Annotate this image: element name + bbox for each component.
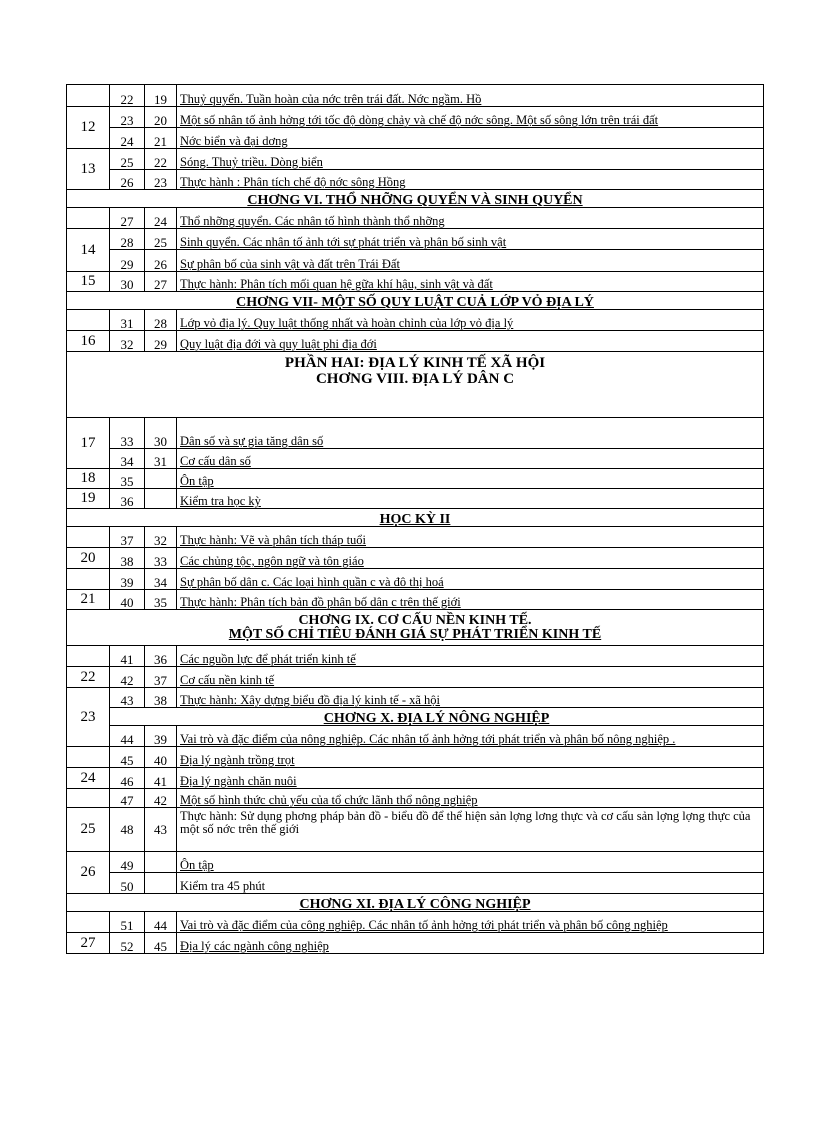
lesson-cell: 23 bbox=[145, 170, 177, 190]
period-cell: 28 bbox=[110, 229, 145, 250]
period-cell: 41 bbox=[110, 646, 145, 667]
table-row bbox=[67, 208, 764, 229]
lesson-title: Thực hành: Phân tích bản đồ phân bố dân c trên thế giới bbox=[177, 590, 764, 610]
table-row bbox=[67, 469, 764, 489]
week-cell bbox=[67, 912, 110, 933]
table-row bbox=[67, 768, 764, 789]
table-row bbox=[67, 229, 764, 250]
curriculum-table bbox=[66, 84, 764, 954]
lesson-title: Cơ cấu nền kinh tế bbox=[177, 667, 764, 688]
table-row bbox=[67, 107, 764, 128]
period-cell: 22 bbox=[110, 85, 145, 107]
week-cell: 13 bbox=[67, 149, 110, 190]
lesson-title: Địa lý ngành trồng trọt bbox=[177, 747, 764, 768]
week-cell bbox=[67, 747, 110, 768]
part-heading-row bbox=[67, 352, 764, 418]
table-row bbox=[67, 272, 764, 292]
chapter-heading-row bbox=[67, 292, 764, 310]
curriculum-sheet bbox=[66, 84, 763, 954]
period-cell: 27 bbox=[110, 208, 145, 229]
period-cell: 24 bbox=[110, 128, 145, 149]
part-heading bbox=[67, 352, 764, 418]
lesson-cell: 29 bbox=[145, 331, 177, 352]
week-cell: 19 bbox=[67, 489, 110, 509]
lesson-title: Thổ nhỡng quyển. Các nhân tố hình thành thổ nhỡng bbox=[177, 208, 764, 229]
table-row bbox=[67, 646, 764, 667]
lesson-title: Một số hình thức chủ yếu của tổ chức lãnh thổ nông nghiệp bbox=[177, 789, 764, 808]
period-cell: 46 bbox=[110, 768, 145, 789]
lesson-cell: 40 bbox=[145, 747, 177, 768]
week-cell: 20 bbox=[67, 548, 110, 569]
lesson-title: Vai trò và đặc điểm của công nghiệp. Các nhân tố ảnh hởng tới phát triển và phân bố công nghiệp bbox=[177, 912, 764, 933]
lesson-cell: 44 bbox=[145, 912, 177, 933]
week-cell: 21 bbox=[67, 590, 110, 610]
period-cell: 43 bbox=[110, 688, 145, 708]
week-cell bbox=[67, 569, 110, 590]
week-cell: 23 bbox=[67, 688, 110, 747]
period-cell: 49 bbox=[110, 852, 145, 873]
table-row bbox=[67, 128, 764, 149]
lesson-title: Vai trò và đặc điểm của nông nghiệp. Các nhân tố ảnh hởng tới phát triển và phân bố nông nghiệp . bbox=[177, 726, 764, 747]
period-cell: 50 bbox=[110, 873, 145, 894]
chapter-subtitle: MỘT SỐ CHỈ TIÊU ĐÁNH GIÁ SỰ PHÁT TRIỂN KINH TẾ bbox=[228, 626, 602, 642]
lesson-cell bbox=[145, 852, 177, 873]
lesson-title: Kiểm tra 45 phút bbox=[177, 873, 764, 894]
week-cell: 18 bbox=[67, 469, 110, 489]
period-cell: 30 bbox=[110, 272, 145, 292]
period-cell: 48 bbox=[110, 808, 145, 852]
lesson-title: Thực hành : Phân tích chế độ nớc sông Hồng bbox=[177, 170, 764, 190]
period-cell: 37 bbox=[110, 527, 145, 548]
lesson-cell: 39 bbox=[145, 726, 177, 747]
period-cell: 35 bbox=[110, 469, 145, 489]
period-cell: 29 bbox=[110, 250, 145, 272]
lesson-title: Thực hành: Vẽ và phân tích tháp tuổi bbox=[177, 527, 764, 548]
lesson-title: Thực hành: Xây dựng biểu đồ địa lý kinh tế - xã hội bbox=[177, 688, 764, 708]
table-row bbox=[67, 250, 764, 272]
chapter-heading-row bbox=[67, 894, 764, 912]
lesson-title: Lớp vỏ địa lý. Quy luật thống nhất và hoàn chỉnh của lớp vỏ địa lý bbox=[177, 310, 764, 331]
period-cell: 44 bbox=[110, 726, 145, 747]
lesson-title: Sự phân bố dân c. Các loại hình quần c và đô thị hoá bbox=[177, 569, 764, 590]
lesson-cell: 37 bbox=[145, 667, 177, 688]
lesson-title: Kiểm tra học kỳ bbox=[177, 489, 764, 509]
lesson-cell: 19 bbox=[145, 85, 177, 107]
lesson-cell bbox=[145, 489, 177, 509]
lesson-cell: 34 bbox=[145, 569, 177, 590]
lesson-cell: 22 bbox=[145, 149, 177, 170]
lesson-title: Ôn tập bbox=[177, 469, 764, 489]
lesson-title: Các nguồn lực để phát triển kinh tế bbox=[177, 646, 764, 667]
week-cell bbox=[67, 646, 110, 667]
lesson-title: Dân số và sự gia tăng dân số bbox=[177, 418, 764, 449]
table-row bbox=[67, 747, 764, 768]
lesson-cell: 41 bbox=[145, 768, 177, 789]
week-cell: 26 bbox=[67, 852, 110, 894]
period-cell: 40 bbox=[110, 590, 145, 610]
lesson-cell: 30 bbox=[145, 418, 177, 449]
lesson-cell bbox=[145, 873, 177, 894]
lesson-cell: 28 bbox=[145, 310, 177, 331]
table-row bbox=[67, 873, 764, 894]
table-row bbox=[67, 170, 764, 190]
lesson-cell: 42 bbox=[145, 789, 177, 808]
period-cell: 42 bbox=[110, 667, 145, 688]
chapter-heading: CHƠNG VIII. ĐỊA LÝ DÂN C bbox=[315, 371, 515, 387]
table-row bbox=[67, 808, 764, 852]
week-cell bbox=[67, 310, 110, 331]
period-cell: 52 bbox=[110, 933, 145, 954]
period-cell: 23 bbox=[110, 107, 145, 128]
chapter-heading-row bbox=[67, 708, 764, 726]
table-row bbox=[67, 688, 764, 708]
table-row bbox=[67, 912, 764, 933]
week-cell: 16 bbox=[67, 331, 110, 352]
lesson-title: Thực hành: Phân tích mối quan hệ gữa khí hậu, sinh vật và đất bbox=[177, 272, 764, 292]
chapter-heading-row bbox=[67, 190, 764, 208]
week-cell bbox=[67, 208, 110, 229]
lesson-title: Cơ cấu dân số bbox=[177, 449, 764, 469]
period-cell: 33 bbox=[110, 418, 145, 449]
lesson-cell: 31 bbox=[145, 449, 177, 469]
period-cell: 39 bbox=[110, 569, 145, 590]
lesson-cell: 35 bbox=[145, 590, 177, 610]
lesson-cell: 21 bbox=[145, 128, 177, 149]
period-cell: 45 bbox=[110, 747, 145, 768]
week-cell: 25 bbox=[67, 808, 110, 852]
chapter-heading: CHƠNG VII- MỘT SỐ QUY LUẬT CUẢ LỚP VỎ ĐỊA LÝ bbox=[67, 292, 764, 310]
table-row bbox=[67, 590, 764, 610]
lesson-cell bbox=[145, 469, 177, 489]
table-row bbox=[67, 85, 764, 107]
lesson-cell: 25 bbox=[145, 229, 177, 250]
lesson-cell: 45 bbox=[145, 933, 177, 954]
table-row bbox=[67, 310, 764, 331]
period-cell: 36 bbox=[110, 489, 145, 509]
lesson-title: Địa lý ngành chăn nuôi bbox=[177, 768, 764, 789]
lesson-cell: 20 bbox=[145, 107, 177, 128]
lesson-title: Sinh quyển. Các nhân tố ảnh tới sự phát triển và phân bố sinh vật bbox=[177, 229, 764, 250]
period-cell: 26 bbox=[110, 170, 145, 190]
part-title: PHẦN HAI: ĐỊA LÝ KINH TẾ XÃ HỘI bbox=[284, 355, 546, 371]
lesson-title: Địa lý các ngành công nghiệp bbox=[177, 933, 764, 954]
chapter-heading bbox=[67, 610, 764, 646]
week-cell: 27 bbox=[67, 933, 110, 954]
lesson-title: Ôn tập bbox=[177, 852, 764, 873]
period-cell: 25 bbox=[110, 149, 145, 170]
lesson-title: Thực hành: Sử dụng phơng pháp bản đồ - biểu đồ để thể hiện sản lợng lơng thực và cơ cấu sản lợng lợng thực của một số nớc trên thế giới bbox=[177, 808, 764, 852]
table-row bbox=[67, 933, 764, 954]
table-row bbox=[67, 569, 764, 590]
table-row bbox=[67, 548, 764, 569]
table-row bbox=[67, 852, 764, 873]
week-cell bbox=[67, 789, 110, 808]
lesson-cell: 43 bbox=[145, 808, 177, 852]
week-cell: 14 bbox=[67, 229, 110, 272]
semester-heading-row bbox=[67, 509, 764, 527]
table-row bbox=[67, 489, 764, 509]
table-row bbox=[67, 789, 764, 808]
period-cell: 38 bbox=[110, 548, 145, 569]
lesson-cell: 24 bbox=[145, 208, 177, 229]
week-cell: 24 bbox=[67, 768, 110, 789]
week-cell bbox=[67, 85, 110, 107]
chapter-title: CHƠNG IX. CƠ CẤU NỀN KINH TẾ. bbox=[298, 612, 532, 628]
chapter-heading: CHƠNG VI. THỔ NHỠNG QUYỂN VÀ SINH QUYỂN bbox=[67, 190, 764, 208]
lesson-cell: 38 bbox=[145, 688, 177, 708]
table-row bbox=[67, 449, 764, 469]
period-cell: 47 bbox=[110, 789, 145, 808]
week-cell: 22 bbox=[67, 667, 110, 688]
lesson-title: Nớc biển và đại dơng bbox=[177, 128, 764, 149]
lesson-cell: 27 bbox=[145, 272, 177, 292]
lesson-cell: 36 bbox=[145, 646, 177, 667]
lesson-title: Sự phân bố của sinh vật và đất trên Trái Đất bbox=[177, 250, 764, 272]
lesson-title: Quy luật địa đới và quy luật phi địa đới bbox=[177, 331, 764, 352]
lesson-title: Các chủng tộc, ngôn ngữ và tôn giáo bbox=[177, 548, 764, 569]
period-cell: 31 bbox=[110, 310, 145, 331]
lesson-cell: 26 bbox=[145, 250, 177, 272]
table-row bbox=[67, 726, 764, 747]
lesson-title: Một số nhân tố ảnh hởng tới tốc độ dòng chảy và chế độ nớc sông. Một số sông lớn trên trái đất bbox=[177, 107, 764, 128]
chapter-heading-row bbox=[67, 610, 764, 646]
chapter-heading: CHƠNG X. ĐỊA LÝ NÔNG NGHIỆP bbox=[110, 708, 764, 726]
lesson-title: Sóng. Thuỷ triều. Dòng biển bbox=[177, 149, 764, 170]
lesson-cell: 33 bbox=[145, 548, 177, 569]
lesson-title: Thuỷ quyển. Tuần hoàn của nớc trên trái đất. Nớc ngầm. Hồ bbox=[177, 85, 764, 107]
week-cell: 15 bbox=[67, 272, 110, 292]
table-row bbox=[67, 149, 764, 170]
week-cell: 12 bbox=[67, 107, 110, 149]
semester-heading: HỌC KỲ II bbox=[67, 509, 764, 527]
chapter-heading: CHƠNG XI. ĐỊA LÝ CÔNG NGHIỆP bbox=[67, 894, 764, 912]
week-cell bbox=[67, 527, 110, 548]
table-row bbox=[67, 667, 764, 688]
period-cell: 34 bbox=[110, 449, 145, 469]
period-cell: 32 bbox=[110, 331, 145, 352]
table-row bbox=[67, 527, 764, 548]
table-row bbox=[67, 331, 764, 352]
lesson-cell: 32 bbox=[145, 527, 177, 548]
table-row bbox=[67, 418, 764, 449]
period-cell: 51 bbox=[110, 912, 145, 933]
week-cell: 17 bbox=[67, 418, 110, 469]
